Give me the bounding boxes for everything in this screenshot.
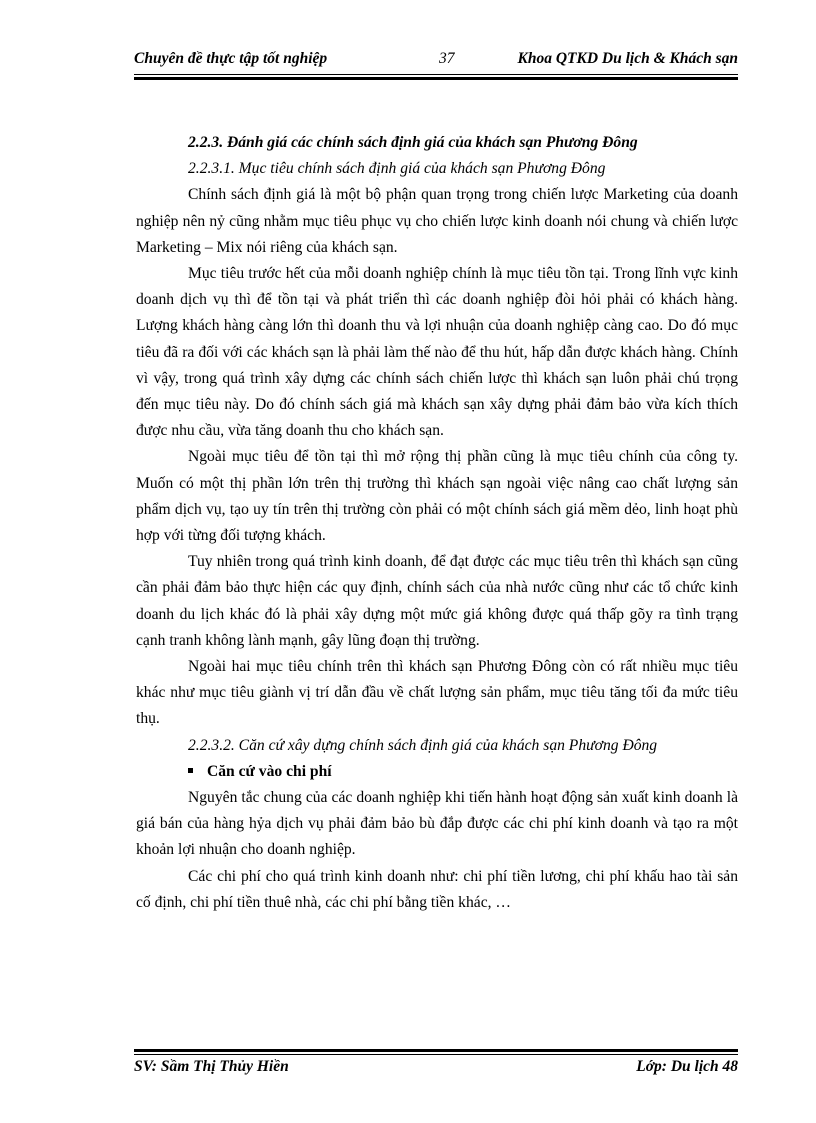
- footer-rule-thin: [134, 1054, 738, 1055]
- header-title: Chuyên đề thực tập tốt nghiệp: [134, 50, 328, 67]
- paragraph-7: Các chi phí cho quá trình kinh doanh như: chi phí tiền lương, chi phí khấu hao tài sản cố định, chi phí tiền thuê nhà, các chi phí bằng tiền khác, …: [136, 867, 738, 911]
- bullet-item: [136, 759, 738, 785]
- header-rule-thick: [134, 77, 738, 80]
- footer-rule-thick: [134, 1049, 738, 1052]
- page-footer: [134, 1056, 738, 1080]
- section-heading: 2.2.3. Đánh giá các chính sách định giá của khách sạn Phương Đông: [188, 134, 638, 151]
- footer-class: Lớp: Du lịch 48: [636, 1058, 738, 1075]
- header-rule-thin: [134, 74, 738, 75]
- page-header: [134, 46, 738, 72]
- subsection-heading-1: 2.2.3.1. Mục tiêu chính sách định giá của khách sạn Phương Đông: [188, 160, 606, 178]
- footer-student: SV: Sầm Thị Thủy Hiền: [134, 1058, 289, 1075]
- paragraph-4: Tuy nhiên trong quá trình kinh doanh, để đạt được các mục tiêu trên thì khách sạn cũng cần phải đảm bảo thực hiện các quy định, chính sách của nhà nước cũng như các tổ chức kinh doanh du lịch khác đó là phải xây dựng một mức giá không được quá thấp gõy ra tình trạng cạnh tranh không lành mạnh, gây lũng đoạn thị trường.: [136, 553, 738, 649]
- page-number: 37: [439, 50, 455, 67]
- document-body: [136, 130, 738, 916]
- paragraph-1: Chính sách định giá là một bộ phận quan trọng trong chiến lược Marketing của doanh nghiệp nên nỷ cũng nhằm mục tiêu phục vụ cho chiến lược kinh doanh nói chung và chiến lược Marketing – Mix nói riêng của khách sạn.: [136, 186, 738, 256]
- bullet-text: Căn cứ vào chi phí: [207, 762, 332, 780]
- subsection-heading-2: 2.2.3.2. Căn cứ xây dựng chính sách định giá của khách sạn Phương Đông: [188, 736, 658, 754]
- paragraph-5: Ngoài hai mục tiêu chính trên thì khách sạn Phương Đông còn có rất nhiều mục tiêu khác như mục tiêu giành vị trí dẫn đầu về chất lượng sản phẩm, mục tiêu tăng tối đa mức tiêu thụ.: [136, 658, 738, 728]
- paragraph-3: Ngoài mục tiêu để tồn tại thì mở rộng thị phần cũng là mục tiêu chính của công ty. Muốn có một thị phần lớn trên thị trường thì khách sạn ngoài việc nâng cao chất lượng sản phẩm dịch vụ, tạo uy tín trên thị trường còn phải có một chính sách giá mềm dẻo, linh hoạt phù hợp với từng đối tượng khách.: [136, 448, 738, 545]
- square-bullet-icon: [188, 768, 193, 773]
- paragraph-6: Nguyên tắc chung của các doanh nghiệp khi tiến hành hoạt động sản xuất kinh doanh là giá bán của hàng hỷa dịch vụ phải đảm bảo bù đắp được các chi phí kinh doanh và tạo ra một khoản lợi nhuận cho doanh nghiệp.: [136, 789, 738, 859]
- header-department: Khoa QTKD Du lịch & Khách sạn: [517, 50, 738, 67]
- paragraph-2: Mục tiêu trước hết của mỗi doanh nghiệp chính là mục tiêu tồn tại. Trong lĩnh vực kinh doanh dịch vụ thì để tồn tại và phát triển thì các doanh nghiệp đòi hỏi phải có khách hàng. Lượng khách hàng càng lớn thì doanh thu và lợi nhuận của doanh nghiệp càng cao. Do đó mục tiêu đã ra đối với các khách sạn là phải làm thế nào để thu hút, hấp dẫn được khách hàng. Chính vì vậy, trong quá trình xây dựng các chính sách chiến lược thì khách sạn luôn phải chú trọng đến mục tiêu này. Do đó chính sách giá mà khách sạn xây dựng phải đảm bảo vừa kích thích được nhu cầu, vừa tăng doanh thu cho khách sạn.: [136, 265, 738, 440]
